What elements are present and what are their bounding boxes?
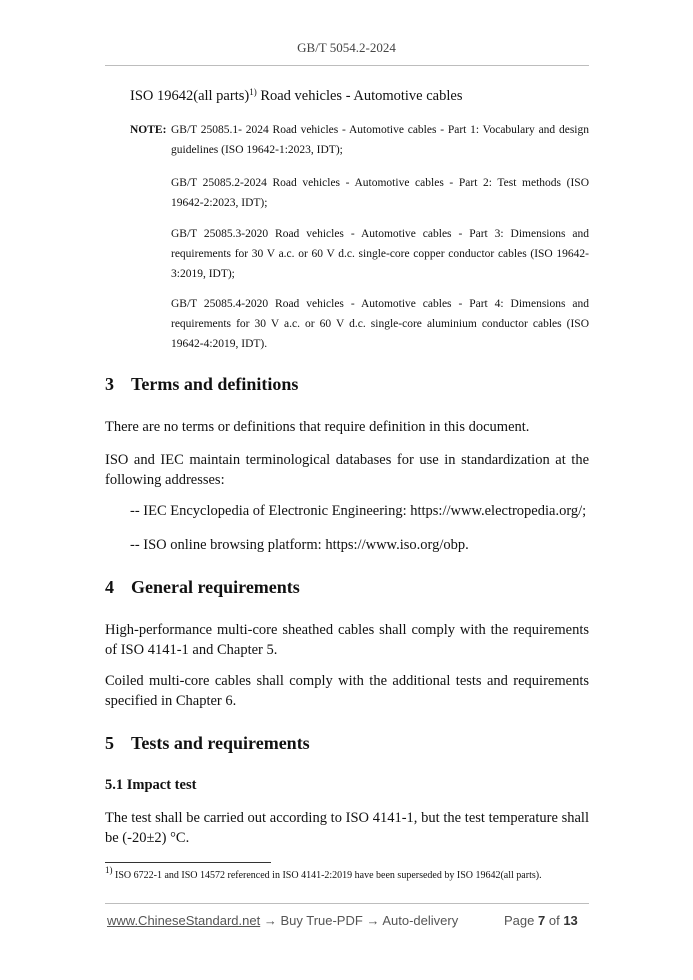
note-item: GB/T 25085.1- 2024 Road vehicles - Automotive cables - Part 1: Vocabulary and design guidelines (ISO 19642-1:2023, IDT);	[171, 124, 589, 156]
note-item: GB/T 25085.3-2020 Road vehicles - Automotive cables - Part 3: Dimensions and requirements for 30 V a.c. or 60 V d.c. single-core copper conductor cables (ISO 19642-3:2019, IDT);	[171, 228, 589, 280]
footer-rule	[105, 903, 589, 904]
footnote-rule	[105, 862, 271, 863]
section-4-heading	[105, 577, 300, 598]
section-number: 5	[105, 733, 114, 753]
header-rule	[105, 65, 589, 66]
list-item: -- IEC Encyclopedia of Electronic Engineering: https://www.electropedia.org/;	[130, 503, 587, 519]
list-item: -- ISO online browsing platform: https://www.iso.org/obp.	[130, 537, 469, 553]
note-item: GB/T 25085.4-2020 Road vehicles - Automotive cables - Part 4: Dimensions and requirements for 30 V a.c. or 60 V d.c. single-core aluminium conductor cables (ISO 19642-4:2019, IDT).	[171, 298, 589, 350]
section-3-heading	[105, 374, 298, 395]
section-number: 3	[105, 374, 114, 394]
paragraph: The test shall be carried out according to ISO 4141-1, but the test temperature shall be (-20±2) °C.	[105, 810, 589, 846]
document-id-header: GB/T 5054.2-2024	[297, 40, 396, 55]
footnote-text: ISO 6722-1 and ISO 14572 referenced in ISO 4141-2:2019 have been superseded by ISO 19642(all parts).	[112, 870, 542, 881]
iso-reference-text: ISO 19642(all parts)	[130, 88, 250, 104]
iso-reference-title: Road vehicles - Automotive cables	[256, 88, 463, 104]
paragraph: High-performance multi-core sheathed cables shall comply with the requirements of ISO 4141-1 and Chapter 5.	[105, 622, 589, 658]
paragraph: Coiled multi-core cables shall comply with the additional tests and requirements specified in Chapter 6.	[105, 673, 589, 709]
footnote	[105, 865, 542, 883]
page-total: 13	[563, 913, 578, 928]
footnote-marker[interactable]: 1)	[249, 87, 257, 97]
section-5-heading	[105, 733, 310, 754]
section-title: General requirements	[131, 577, 300, 597]
page-number: 7	[538, 913, 546, 928]
website-link[interactable]: www.ChineseStandard.net	[107, 913, 261, 928]
footnote-mark: 1)	[105, 865, 113, 875]
section-title: Tests and requirements	[131, 733, 310, 753]
page-indicator	[504, 913, 578, 928]
page-label: Page	[504, 913, 535, 928]
note-item: GB/T 25085.2-2024 Road vehicles - Automotive cables - Part 2: Test methods (ISO 19642-2:2023, IDT);	[171, 177, 589, 209]
auto-delivery-text: Auto-delivery	[382, 913, 459, 928]
paragraph: There are no terms or definitions that require definition in this document.	[105, 419, 530, 435]
iso-reference-line	[130, 88, 462, 105]
note-label: NOTE:	[130, 124, 167, 136]
arrow-right-icon: →	[366, 913, 380, 928]
of-label: of	[548, 913, 560, 928]
subsection-heading: 5.1 Impact test	[105, 777, 197, 793]
buy-pdf-text: Buy True-PDF	[280, 913, 363, 928]
footer-promo	[107, 913, 458, 928]
arrow-right-icon: →	[263, 913, 277, 928]
section-number: 4	[105, 577, 114, 597]
paragraph: ISO and IEC maintain terminological databases for use in standardization at the following addresses:	[105, 452, 589, 488]
section-title: Terms and definitions	[131, 374, 299, 394]
